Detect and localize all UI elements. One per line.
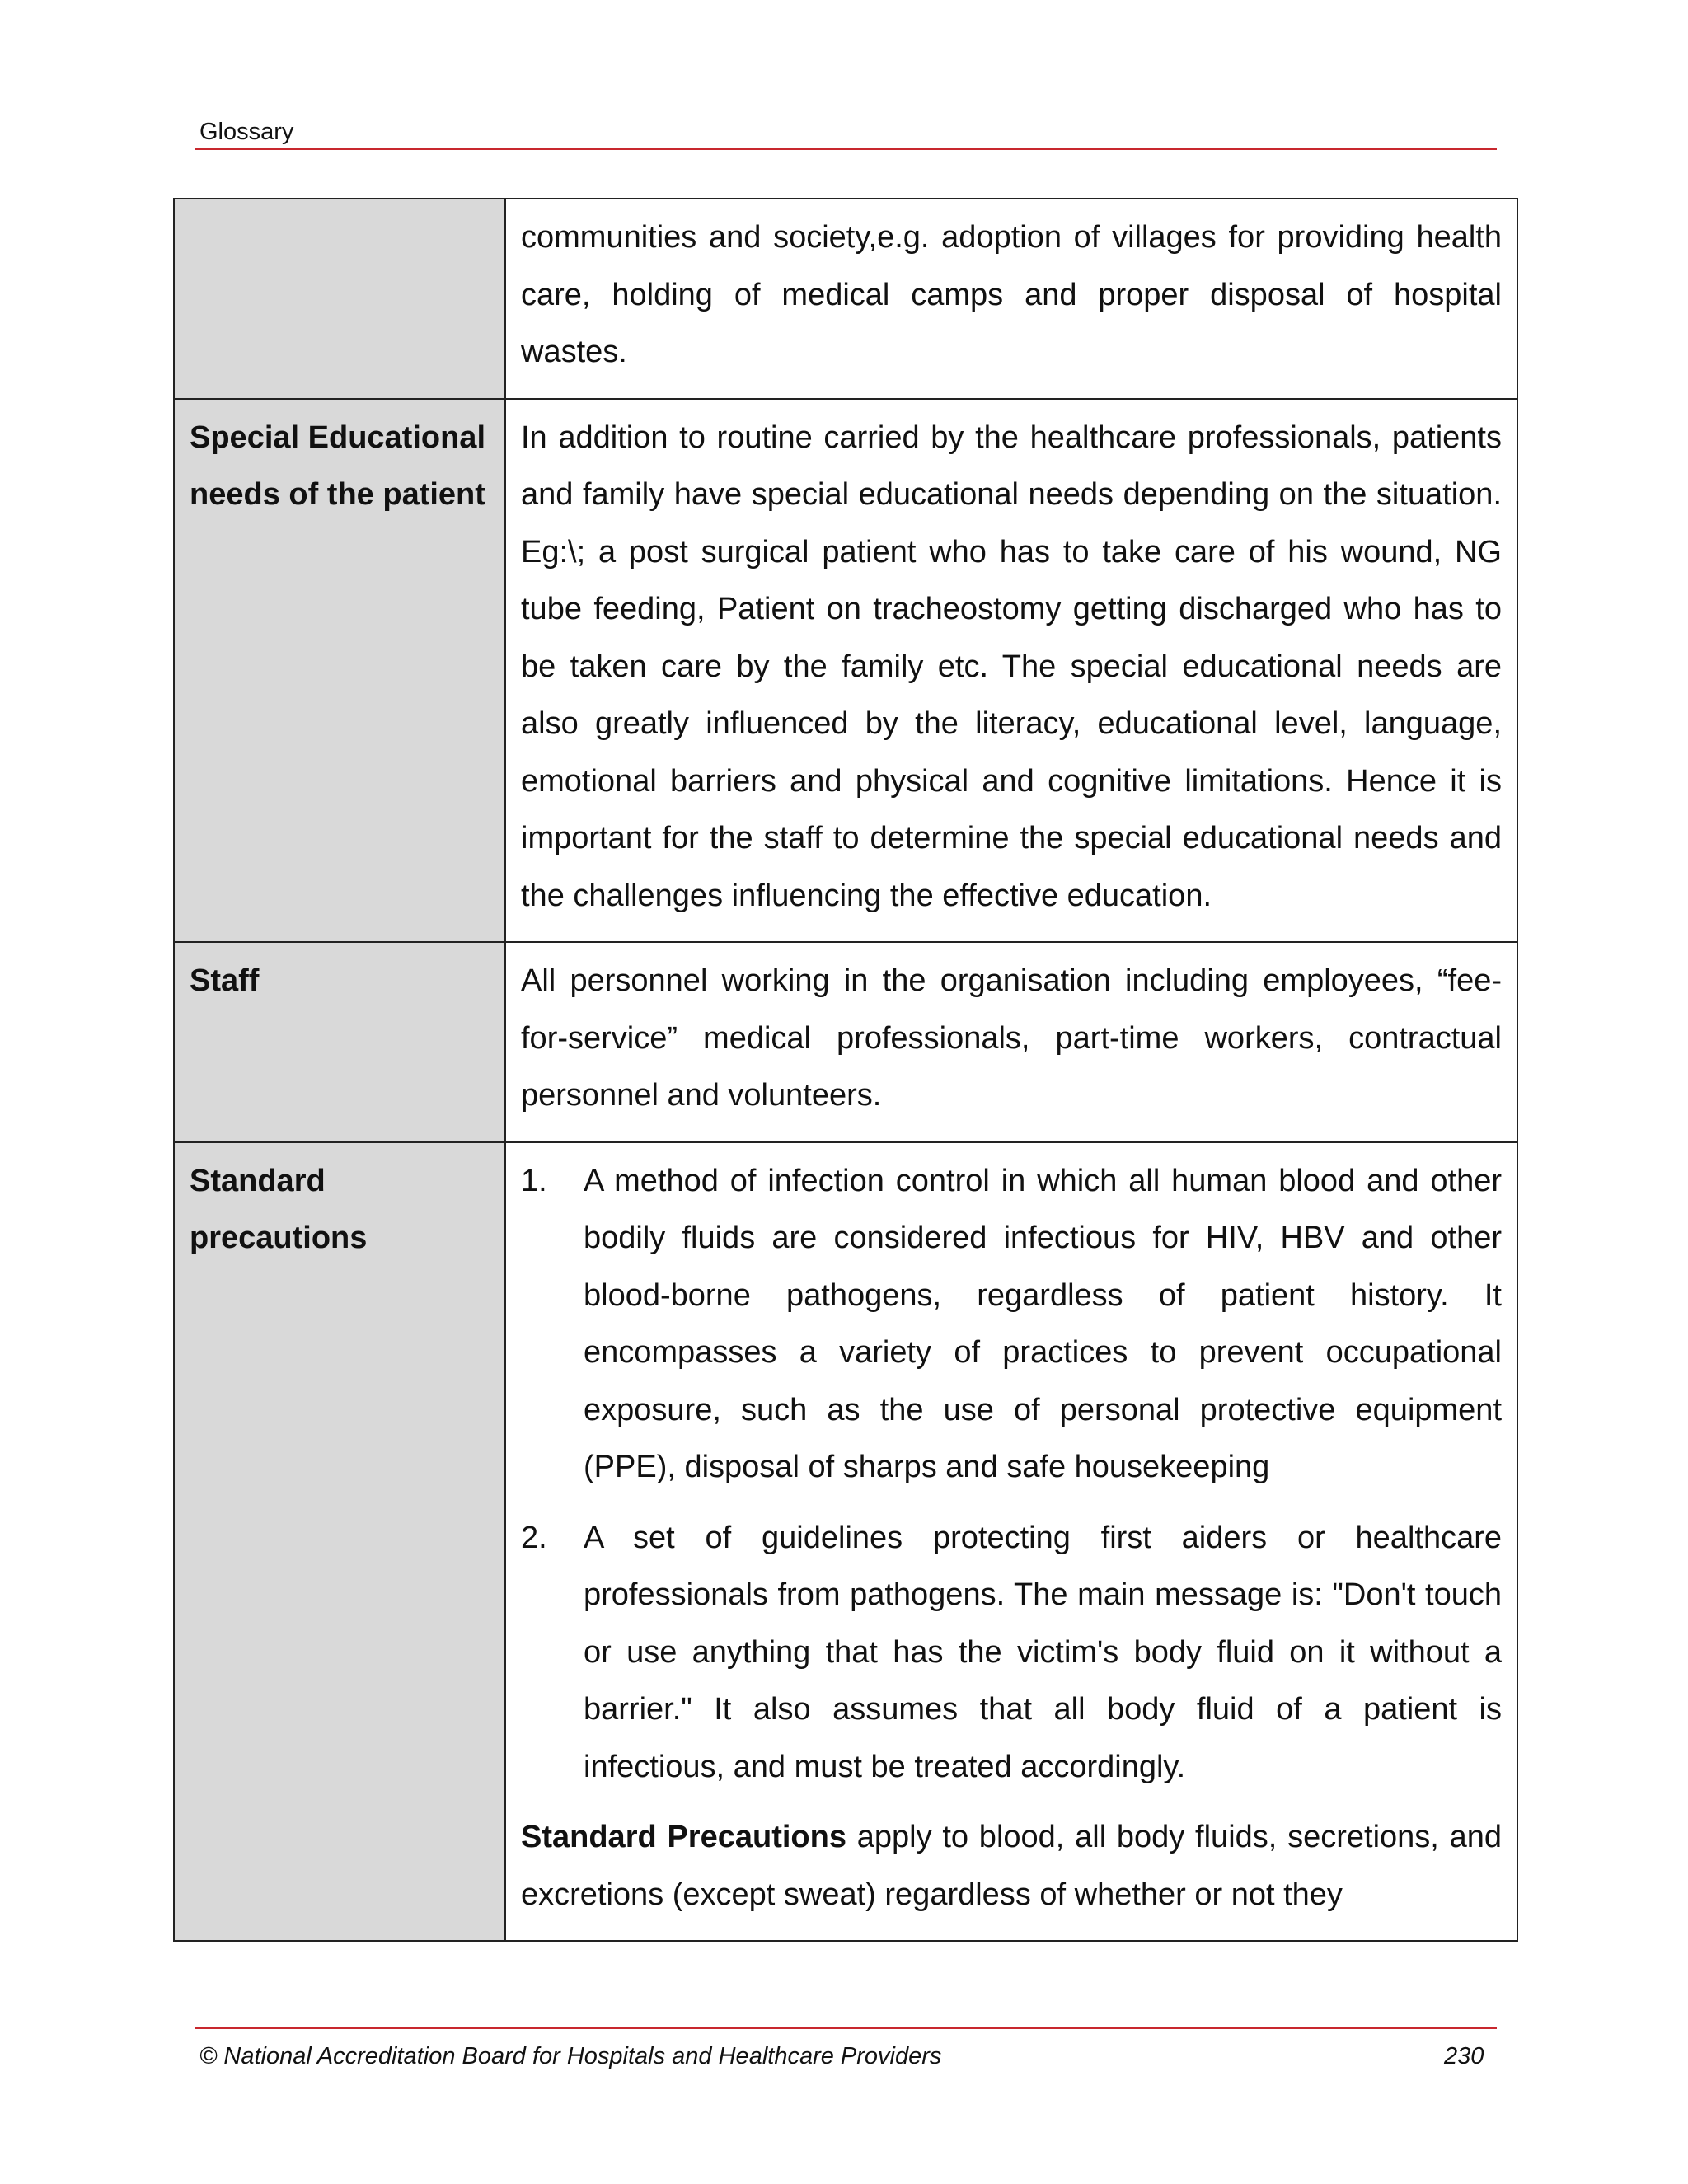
numbered-item (521, 1510, 1502, 1797)
definition-cell (505, 942, 1517, 1142)
note-bold-term: Standard Precautions (521, 1820, 846, 1854)
header-rule (195, 148, 1497, 150)
definition-text: All personnel working in the organisation including employees, “fee-for-service” medical professionals, part-time workers, contractual personnel and volunteers. (521, 963, 1502, 1113)
term-cell (174, 199, 505, 399)
definition-cell (505, 199, 1517, 399)
table-row (174, 1142, 1517, 1942)
definition-cell (505, 1142, 1517, 1942)
definition-text: In addition to routine carried by the healthcare professionals, patients and family have special educational needs depending on the situation. Eg:\; a post surgical patient who has to take care of his wound, NG tube feeding, Patient on tracheostomy getting discharged who has to be taken care by the family etc. The special educational needs are also greatly influenced by the literacy, educational level, language, emotional barriers and physical and cognitive limitations. Hence it is important for the staff to determine the special educational needs and the challenges influencing the effective education. (521, 419, 1502, 913)
table-row (174, 199, 1517, 399)
footer-copyright: © National Accreditation Board for Hospitals and Healthcare Providers (199, 2043, 942, 2069)
definition-cell (505, 399, 1517, 943)
definition-text: communities and society,e.g. adoption of villages for providing health care, holding of medical camps and proper disposal of hospital wastes. (521, 220, 1502, 369)
table-row (174, 942, 1517, 1142)
page-number: 230 (1444, 2043, 1484, 2069)
term-cell: Special Educational needs of the patient (174, 399, 505, 943)
note-text: apply to blood, all body fluids, secretions, and excretions (except sweat) regardless of whether or not they (521, 1820, 1503, 1912)
table-row (174, 399, 1517, 943)
term-cell: Standard precautions (174, 1142, 505, 1942)
section-header: Glossary (199, 119, 294, 145)
item-text: A method of infection control in which all human blood and other bodily fluids are considered infectious for HIV, HBV and other blood-borne pathogens, regardless of patient history. It encompasses a variety of practices to prevent occupational exposure, such as the use of personal protective equipment (PPE), disposal of sharps and safe housekeeping (584, 1163, 1502, 1484)
term-cell: Staff (174, 942, 505, 1142)
footer-rule (195, 2027, 1497, 2029)
standard-precautions-note (521, 1809, 1502, 1924)
item-text: A set of guidelines protecting first aiders or healthcare professionals from pathogens. The main message is: "Don't touch or use anything that has the victim's body fluid on it without a barrier." It also assumes that all body fluid of a patient is infectious, and must be treated accordingly. (584, 1520, 1502, 1784)
item-number: 2. (521, 1520, 547, 1555)
glossary-table (173, 198, 1518, 1942)
numbered-item (521, 1153, 1502, 1497)
item-number: 1. (521, 1163, 547, 1198)
